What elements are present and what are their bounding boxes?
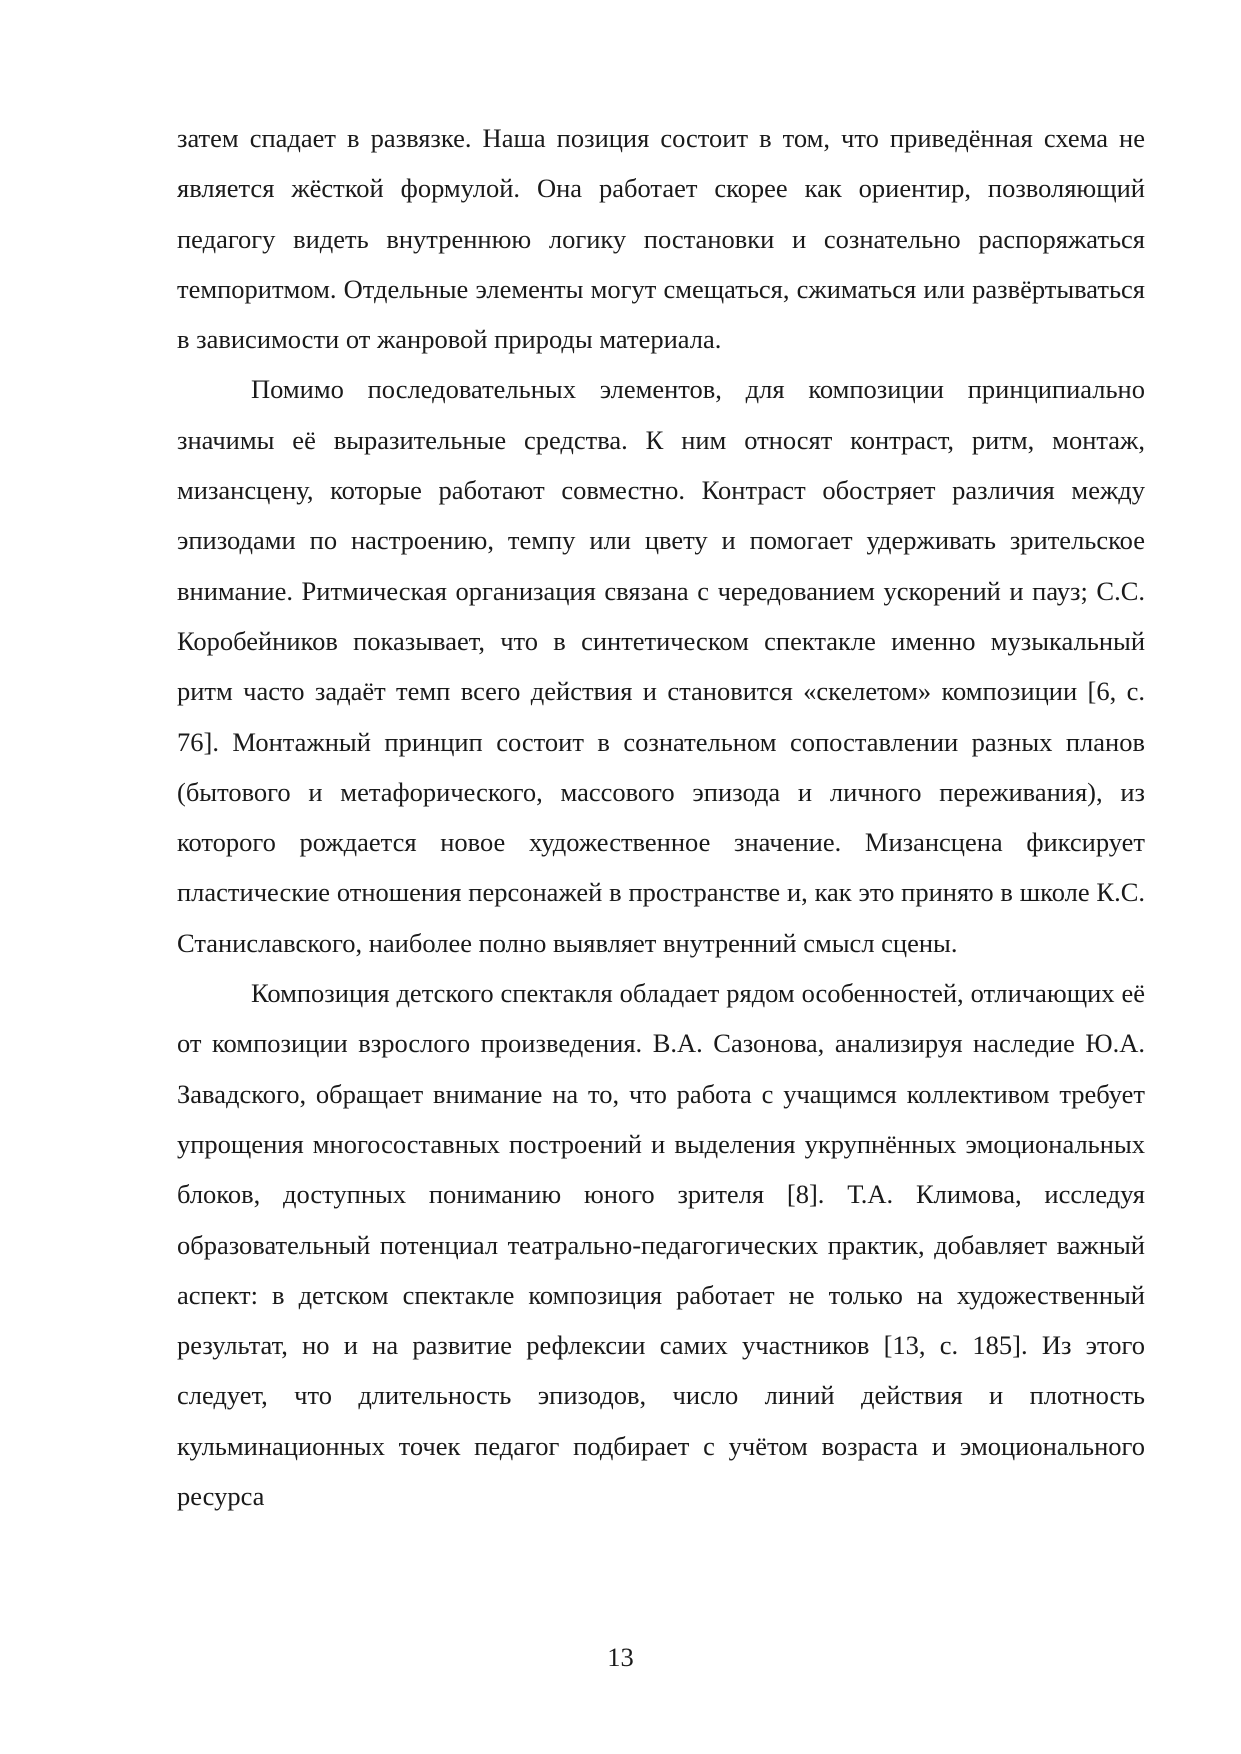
- page-number: 13: [607, 1642, 634, 1672]
- paragraph-children-composition: Композиция детского спектакля обладает рядом особенностей, отличающих её от композиции взрослого произведения. В.А. Сазонова, анализируя наследие Ю.А. Завадского, обращает внимание на то, что работа с учащимся коллективом требует упрощения многосоставных построений и выделения укрупнённых эмоциональных блоков, доступных пониманию юного зрителя [8]. Т.А. Климова, исследуя образовательный потенциал театрально-педагогических практик, добавляет важный аспект: в детском спектакле композиция работает не только на художественный результат, но и на развитие рефлексии самих участников [13, с. 185]. Из этого следует, что длительность эпизодов, число линий действия и плотность кульминационных точек педагог подбирает с учётом возраста и эмоционального ресурса: [177, 978, 1145, 1512]
- paragraph-continued: затем спадает в развязке. Наша позиция состоит в том, что приведённая схема не является жёсткой формулой. Она работает скорее как ориентир, позволяющий педагогу видеть внутреннюю логику постановки и сознательно распоряжаться темпоритмом. Отдельные элементы могут смещаться, сжиматься или развёртываться в зависимости от жанровой природы материала.: [177, 123, 1145, 355]
- body-text: [177, 113, 1145, 1521]
- paragraph-expressive-means: Помимо последовательных элементов, для композиции принципиально значимы её выразительные средства. К ним относят контраст, ритм, монтаж, мизансцену, которые работают совместно. Контраст обостряет различия между эпизодами по настроению, темпу или цвету и помогает удерживать зрительское внимание. Ритмическая организация связана с чередованием ускорений и пауз; С.С. Коробейников показывает, что в синтетическом спектакле именно музыкальный ритм часто задаёт темп всего действия и становится «скелетом» композиции [6, с. 76]. Монтажный принцип состоит в сознательном сопоставлении разных планов (бытового и метафорического, массового эпизода и личного переживания), из которого рождается новое художественное значение. Мизансцена фиксирует пластические отношения персонажей в пространстве и, как это принято в школе К.С. Станиславского, наиболее полно выявляет внутренний смысл сцены.: [177, 374, 1145, 958]
